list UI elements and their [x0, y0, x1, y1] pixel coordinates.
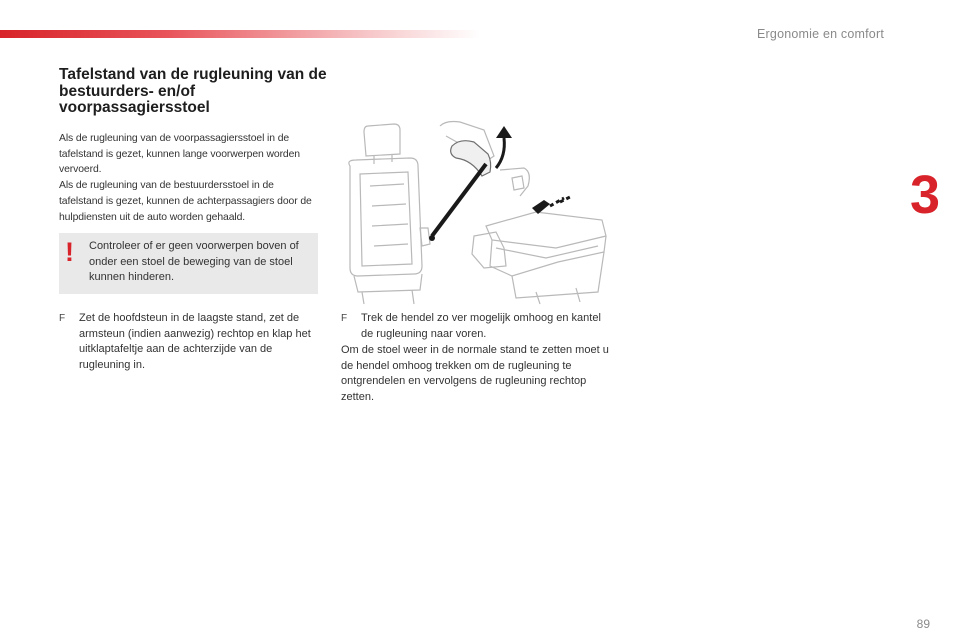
warning-exclamation-icon: !	[65, 237, 74, 267]
step-item	[59, 311, 315, 374]
chapter-number: 3	[909, 165, 940, 225]
reset-instructions: Om de stoel weer in de normale stand te zetten moet u de hendel omhoog trekken om de rugleuning te ontgrendelen en vervolgens de rugleuning rechtop zetten.	[341, 344, 609, 404]
intro-paragraph-1: Als de rugleuning van de voorpassagiersstoel in de tafelstand is gezet, kunnen lange voorwerpen worden vervoerd.	[59, 133, 300, 176]
intro-paragraph-2: Als de rugleuning van de bestuurdersstoel in de tafelstand is gezet, kunnen de achterpassagiers door de hulpdiensten uit de auto worden gehaald.	[59, 180, 312, 223]
seat-table-position-illustration	[336, 116, 616, 306]
intro-text	[59, 131, 319, 225]
warning-box	[59, 233, 318, 294]
page-number: 89	[916, 617, 930, 631]
step-text: Trek de hendel zo ver mogelijk omhoog en kantel de rugleuning naar voren.	[361, 312, 601, 340]
step-bullet-icon: F	[59, 313, 66, 324]
page-title: Tafelstand van de rugleuning van de bestuurders- en/of voorpassagiersstoel	[59, 66, 327, 116]
warning-text: Controleer of er geen voorwerpen boven of onder een stoel de beweging van de stoel kunnen hinderen.	[89, 240, 299, 283]
step-text: Zet de hoofdsteun in de laagste stand, zet de armsteun (indien aanwezig) rechtop en klap het uitklaptafeltje aan de achterzijde van de rugleuning in.	[79, 312, 311, 372]
step-item	[341, 311, 606, 342]
step-bullet-icon: F	[341, 313, 348, 324]
section-label: Ergonomie en comfort	[757, 27, 884, 41]
header-accent-bar	[0, 30, 480, 38]
